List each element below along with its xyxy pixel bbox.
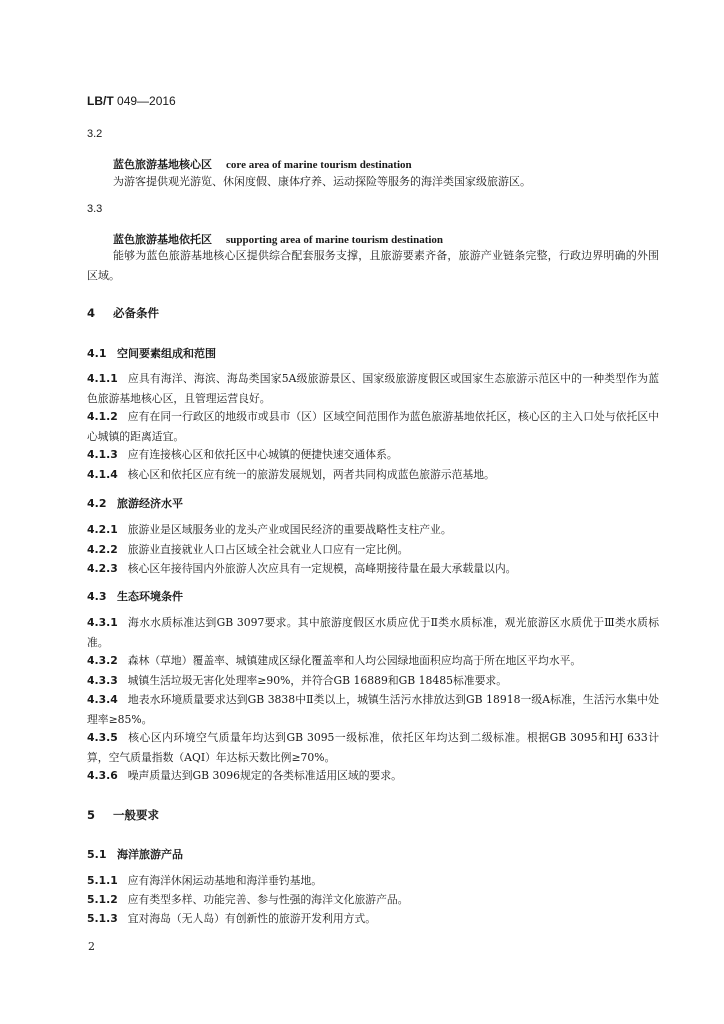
term-3-2: 蓝色旅游基地核心区 core area of marine tourism destination <box>113 158 412 171</box>
clause-5-1-2: 5.1.2 应有类型多样、功能完善、参与性强的海洋文化旅游产品。 <box>87 893 409 906</box>
subsection-heading-4-2: 4.2 旅游经济水平 <box>87 497 183 510</box>
clause-4-1-4: 4.1.4 核心区和依托区应有统一的旅游发展规划，两者共同构成蓝色旅游示范基地。 <box>87 468 495 481</box>
page-number: 2 <box>88 940 95 953</box>
section-heading-4: 4 必备条件 <box>87 306 159 320</box>
clause-number-3-2: 3.2 <box>87 128 103 140</box>
subsection-heading-4-1: 4.1 空间要素组成和范围 <box>87 347 216 360</box>
clause-4-2-3: 4.2.3 核心区年接待国内外旅游人次应具有一定规模，高峰期接待量在最大承载量以内。 <box>87 562 517 575</box>
clause-4-3-1: 4.3.1 海水水质标准达到GB 3097要求。其中旅游度假区水质应优于Ⅱ类水质标准，观光旅游区水质优于Ⅲ类水质标准。 <box>87 616 659 649</box>
clause-4-1-3: 4.1.3 应有连接核心区和依托区中心城镇的便捷快速交通体系。 <box>87 448 398 461</box>
clause-4-3-6: 4.3.6 噪声质量达到GB 3096规定的各类标准适用区域的要求。 <box>87 769 402 782</box>
clause-4-1-1: 4.1.1 应具有海洋、海滨、海岛类国家5A级旅游景区、国家级旅游度假区或国家生态旅游示范区中的一种类型作为蓝色旅游基地核心区，且管理运营良好。 <box>87 372 659 405</box>
standard-code: LB/T 049—2016 <box>87 94 176 108</box>
section-heading-5: 5 一般要求 <box>87 808 159 822</box>
clause-5-1-3: 5.1.3 宜对海岛（无人岛）有创新性的旅游开发利用方式。 <box>87 912 377 925</box>
clause-number-3-3: 3.3 <box>87 203 103 215</box>
clause-4-3-5: 4.3.5 核心区内环境空气质量年均达到GB 3095一级标准，依托区年均达到二级标准。根据GB 3095和HJ 633计算，空气质量指数（AQI）年达标天数比例≥70%。 <box>87 731 659 764</box>
clause-4-2-2: 4.2.2 旅游业直接就业人口占区域全社会就业人口应有一定比例。 <box>87 543 409 556</box>
subsection-heading-4-3: 4.3 生态环境条件 <box>87 590 183 603</box>
subsection-heading-5-1: 5.1 海洋旅游产品 <box>87 848 183 861</box>
clause-5-1-1: 5.1.1 应有海洋休闲运动基地和海洋垂钓基地。 <box>87 874 323 887</box>
definition-3-3: 能够为蓝色旅游基地核心区提供综合配套服务支撑，且旅游要素齐备，旅游产业链条完整，行政边界明确的外围区域。 <box>87 249 659 282</box>
clause-4-1-2: 4.1.2 应有在同一行政区的地级市或县市（区）区域空间范围作为蓝色旅游基地依托区，核心区的主入口处与依托区中心城镇的距离适宜。 <box>87 410 659 443</box>
term-3-3: 蓝色旅游基地依托区 supporting area of marine tourism destination <box>113 233 444 246</box>
clause-4-3-3: 4.3.3 城镇生活垃圾无害化处理率≥90%，并符合GB 16889和GB 18485标准要求。 <box>87 674 507 687</box>
definition-3-2: 为游客提供观光游览、休闲度假、康体疗养、运动探险等服务的海洋类国家级旅游区。 <box>113 175 531 188</box>
clause-4-3-4: 4.3.4 地表水环境质量要求达到GB 3838中Ⅱ类以上，城镇生活污水排放达到GB 18918一级A标准，生活污水集中处理率≥85%。 <box>87 693 659 726</box>
clause-4-2-1: 4.2.1 旅游业是区域服务业的龙头产业或国民经济的重要战略性支柱产业。 <box>87 523 452 536</box>
clause-4-3-2: 4.3.2 森林（草地）覆盖率、城镇建成区绿化覆盖率和人均公园绿地面积应均高于所在地区平均水平。 <box>87 654 582 667</box>
